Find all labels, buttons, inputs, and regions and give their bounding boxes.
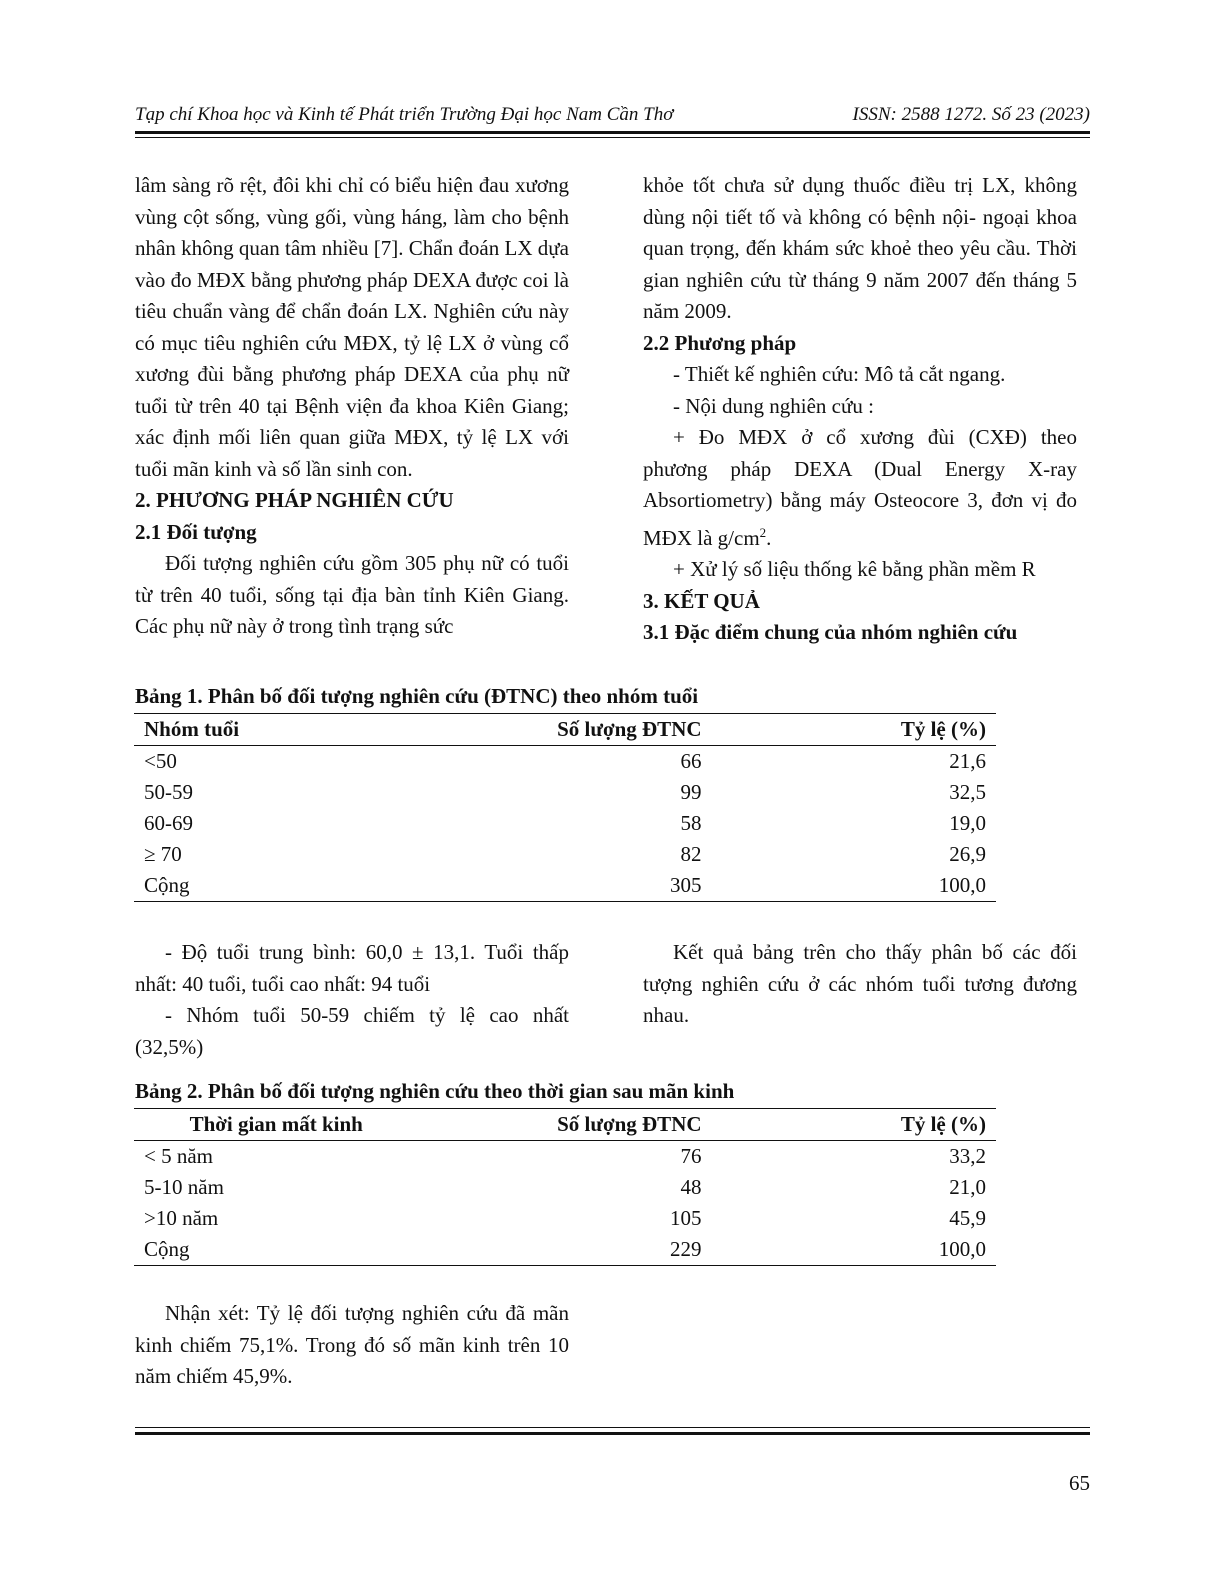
table2-comment-column <box>135 1298 569 1393</box>
subsection-heading-subjects: 2.1 Đối tượng <box>135 519 257 544</box>
table1-comment-column <box>643 937 1077 1032</box>
right-column <box>643 170 1077 649</box>
table-header-cell: Tỷ lệ (%) <box>712 1109 996 1141</box>
section-heading-methods: 2. PHƯƠNG PHÁP NGHIÊN CỨU <box>135 488 454 512</box>
table-row: <50 66 21,6 <box>144 749 986 773</box>
method-stats: + Xử lý số liệu thống kê bằng phần mềm R <box>673 557 1036 581</box>
table2-caption: Bảng 2. Phân bố đối tượng nghiên cứu theo thời gian sau mãn kinh <box>135 1079 735 1103</box>
table1-comment-paragraph: Kết quả bảng trên cho thấy phân bố các đối tượng nghiên cứu ở các nhóm tuổi tương đương nhau. <box>643 940 1077 1027</box>
issn-issue: ISSN: 2588 1272. Số 23 (2023) <box>852 104 1090 125</box>
left-column <box>135 170 569 643</box>
subsection-heading-characteristics: 3.1 Đặc điểm chung của nhóm nghiên cứu <box>643 620 1018 644</box>
table-row: < 5 năm 76 33,2 <box>144 1144 986 1168</box>
section-heading-results: 3. KẾT QUẢ <box>643 588 760 613</box>
table1 <box>134 713 996 902</box>
table-header-cell: Nhóm tuổi <box>134 714 418 746</box>
table-header-row <box>134 714 996 746</box>
table2 <box>134 1108 996 1266</box>
table-header-cell: Số lượng ĐTNC <box>418 1109 711 1141</box>
table-row: 50-59 99 32,5 <box>144 780 986 804</box>
method-bmd-measure: + Đo MĐX ở cổ xương đùi (CXĐ) theo phương pháp DEXA (Dual Energy X-ray Absortiometry) bằng máy Osteocore 3, đơn vị đo MĐX là $g/cm^2$. <box>643 425 1077 550</box>
table-row: 5-10 năm 48 21,0 <box>144 1175 986 1199</box>
age-stats-column <box>135 937 569 1063</box>
table-row: >10 năm 105 45,9 <box>144 1206 986 1230</box>
footer-rule-thin <box>135 1427 1090 1428</box>
footer-rule-thick <box>135 1432 1090 1435</box>
age-mean-paragraph: - Độ tuổi trung bình: 60,0 ± 13,1. Tuổi thấp nhất: 40 tuổi, tuổi cao nhất: 94 tuổi <box>135 940 569 996</box>
table-header-cell: Tỷ lệ (%) <box>712 714 996 746</box>
header-rule-thin <box>135 137 1090 138</box>
table1-caption: Bảng 1. Phân bố đối tượng nghiên cứu (ĐTNC) theo nhóm tuổi <box>135 684 699 708</box>
running-header <box>135 104 1090 128</box>
subsection-heading-method: 2.2 Phương pháp <box>643 330 797 355</box>
table-row: Cộng 305 100,0 <box>134 870 996 902</box>
table-row: 60-69 58 19,0 <box>144 811 986 835</box>
subjects-paragraph: Đối tượng nghiên cứu gồm 305 phụ nữ có tuổi từ trên 40 tuổi, sống tại địa bàn tỉnh Kiên Giang. Các phụ nữ này ở trong tình trạng sức <box>135 551 569 638</box>
age-group-paragraph: - Nhóm tuổi 50-59 chiếm tỷ lệ cao nhất (32,5%) <box>135 1003 569 1059</box>
method-content: - Nội dung nghiên cứu : <box>673 393 874 418</box>
header-rule-thick <box>135 131 1090 134</box>
table-header-cell: Số lượng ĐTNC <box>418 714 711 746</box>
intro-paragraph: lâm sàng rõ rệt, đôi khi chỉ có biểu hiện đau xương vùng cột sống, vùng gối, vùng háng, làm cho bệnh nhân không quan tâm nhiều [7]. Chẩn đoán LX dựa vào đo MĐX bằng phương pháp DEXA được coi là tiêu chuẩn vàng để chẩn đoán LX. Nghiên cứu này có mục tiêu nghiên cứu MĐX, tỷ lệ LX ở vùng cổ xương đùi bằng phương pháp DEXA của phụ nữ tuổi từ trên 40 tại Bệnh viện đa khoa Kiên Giang; xác định mối liên quan giữa MĐX, tỷ lệ LX với tuổi mãn kinh và số lần sinh con. <box>135 173 569 481</box>
table2-comment-paragraph: Nhận xét: Tỷ lệ đối tượng nghiên cứu đã mãn kinh chiếm 75,1%. Trong đó số mãn kinh trên 10 năm chiếm 45,9%. <box>135 1301 569 1388</box>
page-number: 65 <box>1069 1471 1090 1495</box>
method-design: - Thiết kế nghiên cứu: Mô tả cắt ngang. <box>673 362 1006 386</box>
journal-title: Tạp chí Khoa học và Kinh tế Phát triển Trường Đại học Nam Cần Thơ <box>135 104 674 125</box>
table-header-row <box>134 1109 996 1141</box>
subjects-continued-paragraph: khỏe tốt chưa sử dụng thuốc điều trị LX, không dùng nội tiết tố và không có bệnh nội- ngoại khoa quan trọng, đến khám sức khoẻ theo yêu cầu. Thời gian nghiên cứu từ tháng 9 năm 2007 đến tháng 5 năm 2009. <box>643 173 1077 323</box>
table-header-cell: Thời gian mất kinh <box>134 1109 418 1141</box>
table-row: ≥ 70 82 26,9 <box>144 842 986 866</box>
table-row: Cộng 229 100,0 <box>134 1234 996 1266</box>
